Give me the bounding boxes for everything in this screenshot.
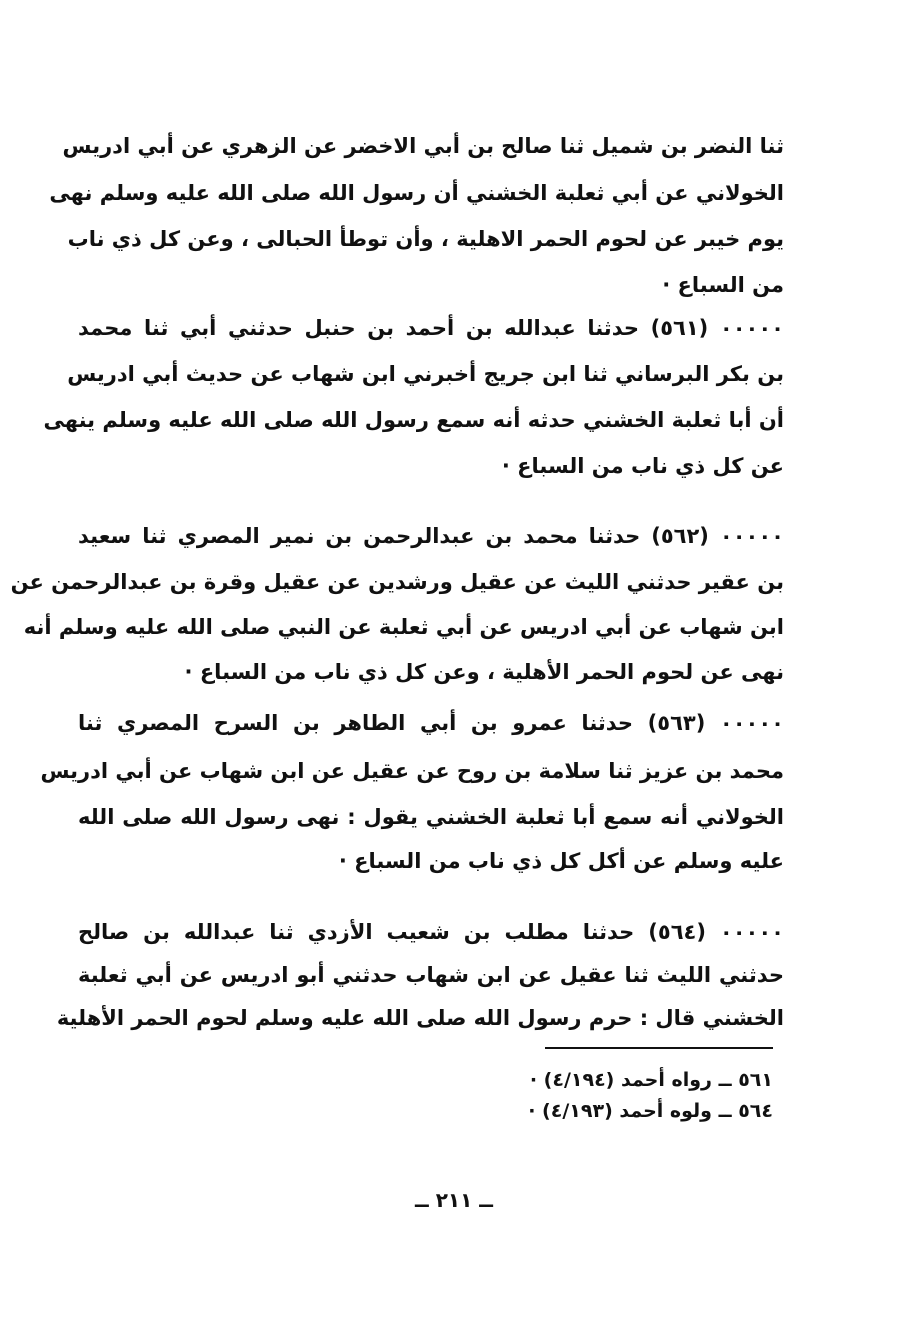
footnote-separator: [545, 1047, 773, 1049]
footnote: ٥٦٤ ــ ولوه أحمد (٤/١٩٣) ·: [528, 1100, 773, 1122]
text-line: ثنا النضر بن شميل ثنا صالح بن أبي الاخضر عن الزهري عن أبي ادريس: [62, 134, 784, 158]
text-line: نهى عن لحوم الحمر الأهلية ، وعن كل ذي ناب من السباع ·: [184, 660, 784, 684]
text-line: عن كل ذي ناب من السباع ·: [501, 454, 784, 478]
text-line: الخولاني عن أبي ثعلبة الخشني أن رسول الله صلى الله عليه وسلم نهى: [49, 181, 784, 205]
text-line: ابن شهاب عن أبي ادريس عن أبي ثعلبة عن النبي صلى الله عليه وسلم أنه: [23, 615, 784, 639]
text-line: يوم خيبر عن لحوم الحمر الاهلية ، وأن توطأ الحبالى ، وعن كل ذي ناب: [67, 227, 784, 251]
text-line: محمد بن عزيز ثنا سلامة بن روح عن عقيل عن ابن شهاب عن أبي ادريس: [40, 759, 784, 783]
text-line: ٠٠٠٠٠ (٥٦١) حدثنا عبدالله بن أحمد بن حنبل حدثني أبي ثنا محمد: [78, 316, 784, 340]
text-line: أن أبا ثعلبة الخشني حدثه أنه سمع رسول الله صلى الله عليه وسلم ينهى: [43, 408, 784, 432]
text-line: الخولاني أنه سمع أبا ثعلبة الخشني يقول : نهى رسول الله صلى الله: [78, 805, 784, 829]
text-line: عليه وسلم عن أكل كل ذي ناب من السباع ·: [338, 849, 784, 873]
footnote: ٥٦١ ــ رواه أحمد (٤/١٩٤) ·: [529, 1069, 773, 1091]
text-line: ٠٠٠٠٠ (٥٦٣) حدثنا عمرو بن أبي الطاهر بن السرح المصري ثنا: [78, 711, 784, 735]
page-number: ــ ٢١١ ــ: [415, 1188, 493, 1212]
text-line: حدثني الليث ثنا عقيل عن ابن شهاب حدثني أبو ادريس عن أبي ثعلبة: [78, 963, 784, 987]
text-line: بن بكر البرساني ثنا ابن جريج أخبرني ابن شهاب عن حديث أبي ادريس: [67, 362, 784, 386]
text-line: ٠٠٠٠٠ (٥٦٢) حدثنا محمد بن عبدالرحمن بن نمير المصري ثنا سعيد: [78, 524, 784, 548]
text-line: بن عقير حدثني الليث عن عقيل ورشدين عن عقيل وقرة بن عبدالرحمن عن: [10, 570, 784, 594]
text-line: من السباع ·: [662, 273, 784, 297]
text-line: الخشني قال : حرم رسول الله صلى الله عليه وسلم لحوم الحمر الأهلية: [56, 1006, 784, 1030]
text-line: ٠٠٠٠٠ (٥٦٤) حدثنا مطلب بن شعيب الأزدي ثنا عبدالله بن صالح: [78, 920, 784, 944]
